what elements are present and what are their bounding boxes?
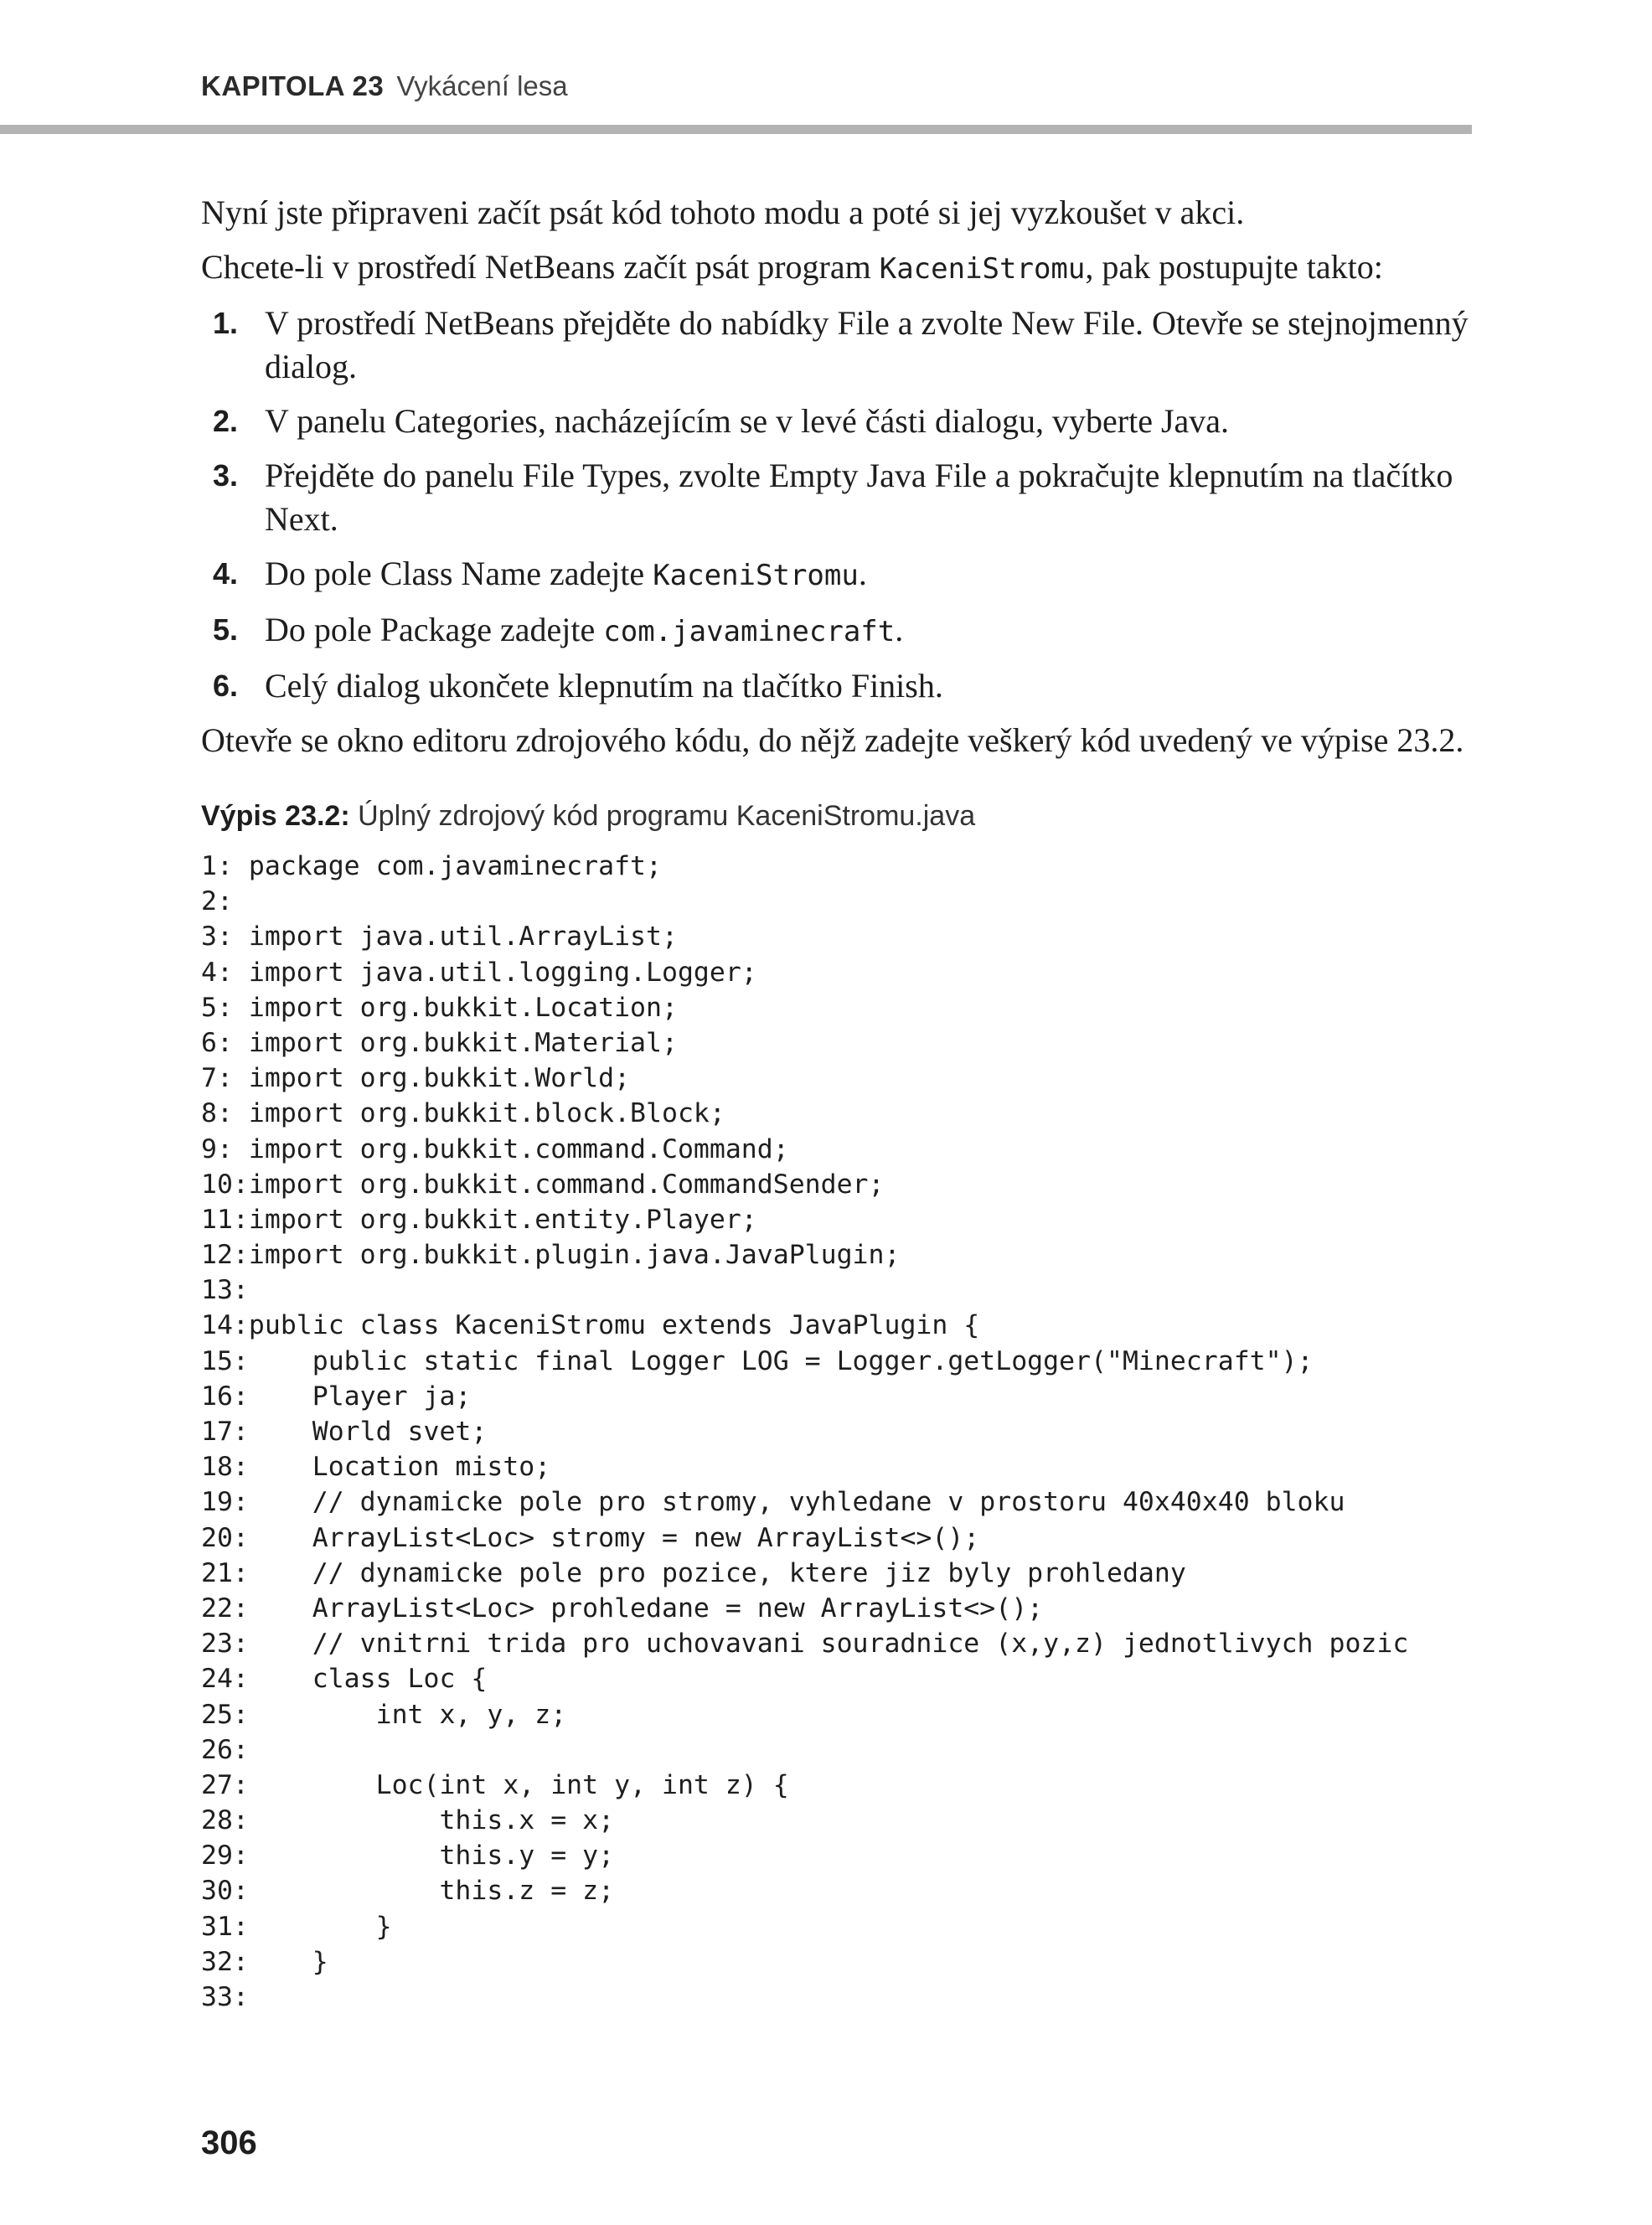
steps-list (201, 302, 1474, 708)
step-number: 2. (213, 404, 239, 438)
running-header (201, 70, 568, 102)
code-line: 19: // dynamicke pole pro stromy, vyhledane v prostoru 40x40x40 bloku (201, 1487, 1345, 1518)
code-line: 8: import org.bukkit.block.Block; (201, 1098, 725, 1129)
page-number: 306 (201, 2124, 257, 2161)
code-line: 33: (201, 1982, 249, 2012)
code-line: 21: // dynamicke pole pro pozice, ktere jiz byly prohledany (201, 1557, 1186, 1588)
inline-code: com.javaminecraft (603, 615, 896, 648)
step-item (201, 608, 1474, 653)
code-line: 25: int x, y, z; (201, 1699, 567, 1730)
code-line: 32: } (201, 1946, 328, 1977)
code-line: 17: World svet; (201, 1417, 488, 1447)
code-line: 2: (201, 886, 233, 917)
step-text: Přejděte do panelu File Types, zvolte Empty Java File a pokračujte klepnutím na tlačítko Next. (265, 457, 1453, 538)
step-text: Do pole Package zadejte (265, 611, 604, 648)
code-line: 13: (201, 1275, 249, 1306)
code-line: 5: import org.bukkit.Location; (201, 992, 678, 1023)
code-line: 15: public static final Logger LOG = Logger.getLogger("Minecraft"); (201, 1345, 1314, 1376)
step-text: Celý dialog ukončete klepnutím na tlačítko Finish. (265, 667, 943, 705)
code-line: 31: } (201, 1911, 392, 1942)
step-item (201, 302, 1474, 389)
code-line: 12:import org.bukkit.plugin.java.JavaPlugin; (201, 1240, 901, 1271)
step-number: 5. (213, 612, 239, 647)
code-line: 6: import org.bukkit.Material; (201, 1027, 678, 1058)
code-line: 11:import org.bukkit.entity.Player; (201, 1204, 757, 1235)
listing-label: Výpis 23.2: (201, 800, 350, 832)
step-text: . (858, 555, 867, 592)
step-number: 6. (213, 669, 239, 703)
chapter-label: KAPITOLA 23 (201, 70, 385, 101)
instructions-paragraph (201, 245, 1474, 291)
step-number: 3. (213, 458, 239, 493)
code-line: 7: import org.bukkit.World; (201, 1063, 631, 1094)
intro-paragraph: Nyní jste připraveni začít psát kód tohoto modu a poté si jej vyzkoušet v akci. (201, 194, 1245, 231)
step-text: V prostředí NetBeans přejděte do nabídky File a zvolte New File. Otevře se stejnojmenný dialog. (265, 304, 1469, 385)
code-line: 30: this.z = z; (201, 1876, 615, 1907)
code-line: 14:public class KaceniStromu extends JavaPlugin { (201, 1310, 980, 1341)
step-number: 4. (213, 556, 239, 591)
header-rule (0, 125, 1472, 134)
code-listing (201, 849, 1408, 2015)
inline-code: KaceniStromu (653, 559, 859, 592)
code-line: 10:import org.bukkit.command.CommandSender; (201, 1169, 885, 1200)
code-line: 3: import java.util.ArrayList; (201, 921, 678, 952)
code-line: 1: package com.javaminecraft; (201, 851, 662, 881)
code-line: 9: import org.bukkit.command.Command; (201, 1133, 789, 1164)
text-run: , pak postupujte takto: (1085, 248, 1383, 286)
step-item (201, 400, 1474, 443)
listing-title: Úplný zdrojový kód programu KaceniStromu.java (358, 800, 976, 832)
code-line: 22: ArrayList<Loc> prohledane = new ArrayList<>(); (201, 1593, 1044, 1624)
inline-code: KaceniStromu (879, 252, 1086, 286)
step-number: 1. (213, 306, 239, 340)
code-line: 29: this.y = y; (201, 1840, 615, 1871)
step-item (201, 664, 1474, 708)
outro-paragraph: Otevře se okno editoru zdrojového kódu, do nějž zadejte veškerý kód uvedený ve výpise 23.2. (201, 721, 1464, 759)
code-line: 24: class Loc { (201, 1664, 488, 1695)
code-line: 28: this.x = x; (201, 1805, 615, 1836)
step-item (201, 454, 1474, 541)
code-line: 4: import java.util.logging.Logger; (201, 957, 757, 988)
step-text: . (895, 611, 904, 648)
step-text: Do pole Class Name zadejte (265, 555, 653, 592)
step-item (201, 552, 1474, 597)
code-line: 23: // vnitrni trida pro uchovavani souradnice (x,y,z) jednotlivych pozic (201, 1629, 1409, 1660)
code-line: 20: ArrayList<Loc> stromy = new ArrayList<>(); (201, 1522, 980, 1553)
body-text (201, 191, 1474, 773)
code-line: 18: Location misto; (201, 1452, 551, 1483)
text-run: Chcete-li v prostředí NetBeans začít psát program (201, 248, 880, 286)
chapter-title: Vykácení lesa (396, 70, 568, 101)
code-line: 26: (201, 1734, 249, 1765)
code-line: 16: Player ja; (201, 1381, 472, 1412)
code-line: 27: Loc(int x, int y, int z) { (201, 1769, 789, 1800)
listing-caption (201, 800, 975, 833)
step-text: V panelu Categories, nacházejícím se v levé části dialogu, vyberte Java. (265, 402, 1230, 440)
